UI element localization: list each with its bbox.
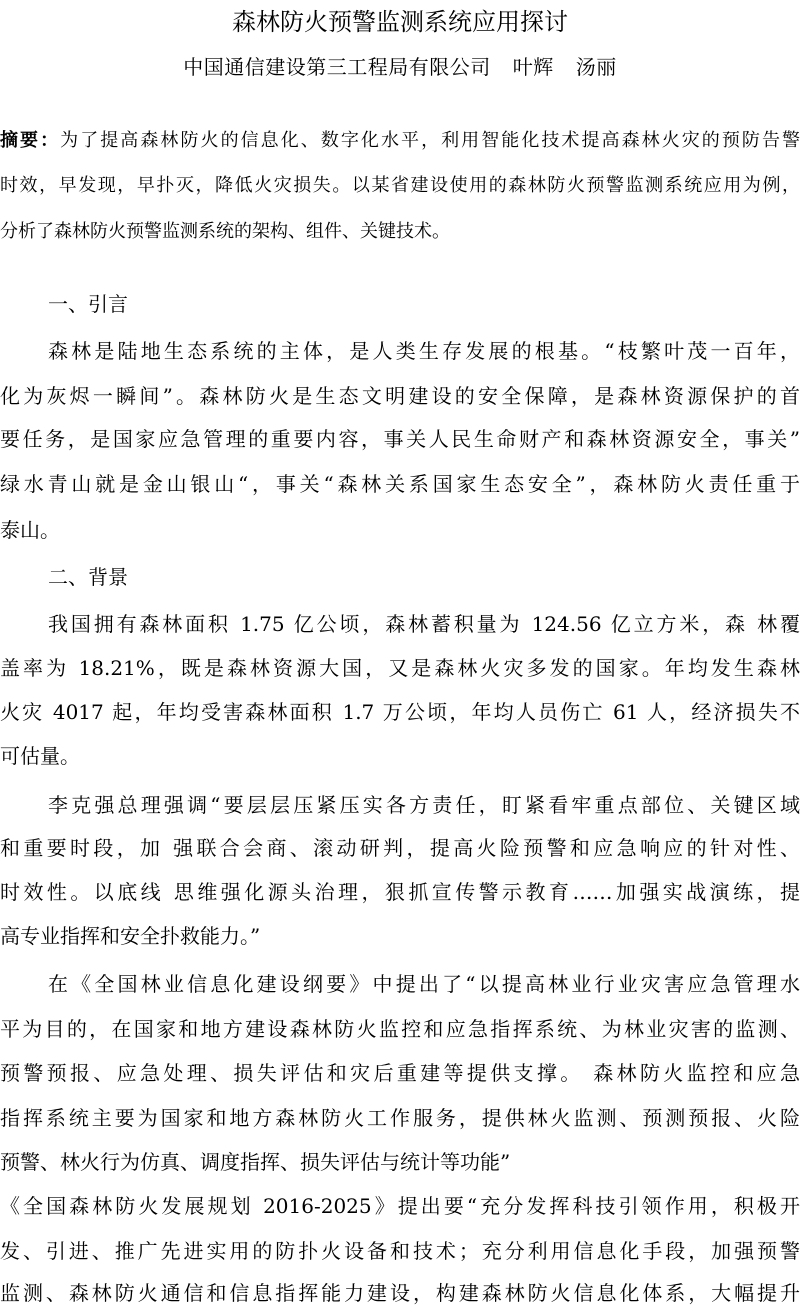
abstract-line: 分析了森林防火预警监测系统的架构、组件、关键技术。 xyxy=(0,221,450,242)
paragraph-line: 《全国森林防火发展规划 2016-2025》提出要“充分发挥科技引领作用，积极开 xyxy=(0,1194,800,1218)
paragraph-line: 指挥系统主要为国家和地方森林防火工作服务，提供林火监测、预测预报、火险 xyxy=(0,1106,800,1130)
paragraph-line: 我国拥有森林面积 1.75 亿公顷，森林蓄积量为 124.56 亿立方米，森 林覆 xyxy=(48,612,800,636)
paragraph-line: 泰山。 xyxy=(0,518,60,542)
section-heading-intro: 一、引言 xyxy=(48,292,128,316)
paragraph-line: 预警、林火行为仿真、调度指挥、损失评估与统计等功能” xyxy=(0,1150,511,1174)
paragraph-line: 在《全国林业信息化建设纲要》中提出了“以提高林业行业灾害应急管理水 xyxy=(48,972,800,996)
paragraph-line: 监测、森林防火通信和信息指挥能力建设，构建森林防火信息化体系，大幅提升 xyxy=(0,1281,800,1305)
author-name: 叶辉 xyxy=(512,55,554,79)
paragraph-line: 平为目的，在国家和地方建设森林防火监控和应急指挥系统、为林业灾害的监测、 xyxy=(0,1017,800,1041)
paragraph-line: 绿水青山就是金山银山“，事关“森林关系国家生态安全”，森林防火责任重于 xyxy=(0,472,800,496)
paragraph-line: 发、引进、推广先进实用的防扑火设备和技术；充分利用信息化手段，加强预警 xyxy=(0,1239,800,1263)
section-heading-background: 二、背景 xyxy=(48,565,128,589)
abstract-line: 时效，早发现，早扑灭，降低火灾损失。以某省建设使用的森林防火预警监测系统应用为例， xyxy=(0,175,800,196)
abstract-label: 摘要： xyxy=(0,130,61,151)
paragraph-line: 化为灰烬一瞬间”。森林防火是生态文明建设的安全保障，是森林资源保护的首 xyxy=(0,384,800,408)
paragraph-line: 森林是陆地生态系统的主体，是人类生存发展的根基。“枝繁叶茂一百年， xyxy=(48,339,800,363)
affiliation: 中国通信建设第三工程局有限公司 xyxy=(183,55,491,79)
paragraph-line: 火灾 4017 起，年均受害森林面积 1.7 万公顷，年均人员伤亡 61 人，经济损失不 xyxy=(0,700,800,724)
paragraph-line: 要任务，是国家应急管理的重要内容，事关人民生命财产和森林资源安全，事关” xyxy=(0,427,800,451)
paragraph-line: 预警预报、应急处理、损失评估和灾后重建等提供支撑。 森林防火监控和应急 xyxy=(0,1061,800,1085)
abstract-text: 为了提高森林防火的信息化、数字化水平，利用智能化技术提高森林火灾的预防告警 xyxy=(60,130,800,151)
author-name: 汤丽 xyxy=(575,55,617,79)
paper-title: 森林防火预警监测系统应用探讨 xyxy=(232,8,568,36)
paragraph-line: 时效性。以底线 思维强化源头治理，狠抓宣传警示教育……加强实战演练，提 xyxy=(0,880,800,904)
abstract-line xyxy=(0,126,800,156)
paragraph-line: 和重要时段，加 强联合会商、滚动研判，提高火险预警和应急响应的针对性、 xyxy=(0,836,800,860)
paragraph-line: 高专业指挥和安全扑救能力。” xyxy=(0,924,261,948)
paragraph-line: 可估量。 xyxy=(0,744,80,768)
paragraph-line: 盖率为 18.21%，既是森林资源大国，又是森林火灾多发的国家。年均发生森林 xyxy=(0,656,800,680)
author-line xyxy=(0,52,800,82)
paragraph-line: 李克强总理强调“要层层压紧压实各方责任，盯紧看牢重点部位、关键区域 xyxy=(48,793,800,817)
